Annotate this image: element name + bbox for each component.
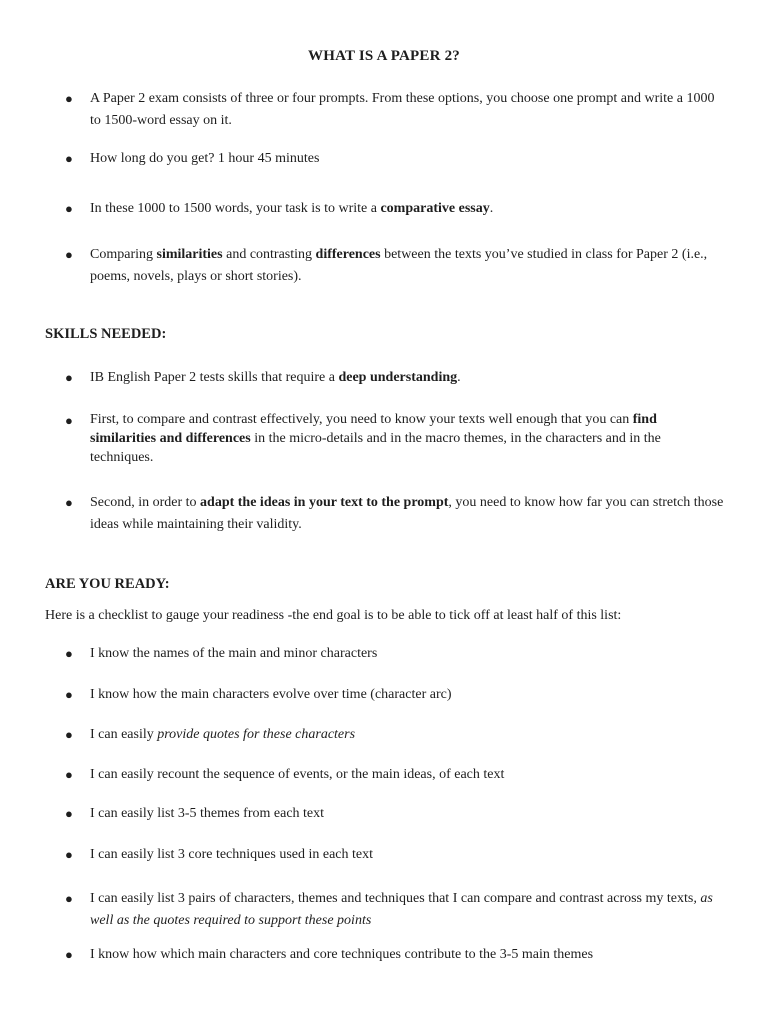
checklist-item-text [90, 888, 725, 932]
checklist-item-text [90, 803, 725, 825]
bullet-icon: ● [65, 847, 73, 862]
bullet-icon: ● [65, 727, 73, 742]
checklist-item-text [90, 643, 725, 665]
text-segment: I can easily list 3-5 themes from each text [90, 806, 325, 821]
bullet-icon: ● [65, 495, 73, 510]
bullet-icon: ● [65, 201, 73, 216]
text-segment: I know how the main characters evolve over time (character arc) [90, 687, 452, 702]
list-item [65, 492, 725, 536]
checklist-item [65, 944, 725, 966]
text-segment: I can easily list 3 core techniques used in each text [90, 847, 374, 862]
bullet-icon: ● [65, 91, 73, 106]
italic-text: provide quotes for these characters [157, 727, 356, 742]
list-item-text [90, 492, 725, 536]
bold-text: adapt the ideas in your text to the prompt [200, 495, 449, 510]
list-item-text [90, 198, 725, 220]
bullet-icon: ● [65, 687, 73, 702]
text-segment: in the micro-details and in the macro themes, in the characters and in the techniques. [90, 431, 661, 465]
checklist-item [65, 844, 725, 866]
text-segment: between the texts you’ve studied in class for Paper 2 (i.e., poems, novels, plays or short stories). [90, 247, 708, 284]
checklist-item-text [90, 684, 725, 706]
checklist-item [65, 888, 725, 932]
checklist-item [65, 803, 725, 825]
bullet-icon: ● [65, 947, 73, 962]
bullet-icon: ● [65, 891, 73, 906]
text-segment: and contrasting [222, 247, 316, 262]
text-segment: . [489, 201, 494, 216]
bold-text: similarities [156, 247, 223, 262]
bold-text: deep understanding [338, 370, 458, 385]
checklist-item-text [90, 844, 725, 866]
page-title: WHAT IS A PAPER 2? [308, 48, 460, 64]
list-item [65, 410, 725, 467]
bullet-icon: ● [65, 767, 73, 782]
text-segment: , you need to know how far you can stretch those ideas while maintaining their validity. [90, 495, 724, 532]
text-segment: I can easily [90, 727, 158, 742]
list-item-text [90, 367, 725, 389]
italic-text: , as well as the quotes required to support these points [90, 891, 713, 928]
list-item [65, 88, 725, 132]
bullet-icon: ● [65, 370, 73, 385]
list-item [65, 148, 725, 170]
list-item-text [90, 410, 725, 467]
bold-text: differences [315, 247, 381, 262]
text-segment: Comparing [90, 247, 157, 262]
text-segment: Second, in order to [90, 495, 201, 510]
list-item [65, 244, 725, 288]
checklist-intro: Here is a checklist to gauge your readiness -the end goal is to be able to tick off at least half of this list: [45, 608, 622, 623]
bullet-icon: ● [65, 806, 73, 821]
section-heading-skills: SKILLS NEEDED: [45, 326, 167, 342]
bullet-icon: ● [65, 413, 73, 428]
bullet-icon: ● [65, 646, 73, 661]
checklist-item [65, 643, 725, 665]
text-segment: I can easily list 3 pairs of characters, themes and techniques that I can compare and contrast across my texts [90, 891, 694, 906]
text-segment: I know the names of the main and minor characters [90, 646, 378, 661]
bullet-icon: ● [65, 151, 73, 166]
list-item [65, 367, 725, 389]
text-segment: IB English Paper 2 tests skills that require a [90, 370, 339, 385]
text-segment: I know how which main characters and core techniques contribute to the 3-5 main themes [90, 947, 594, 962]
text-segment: I can easily recount the sequence of events, or the main ideas, of each text [90, 767, 505, 782]
bold-text: find similarities and differences [90, 412, 657, 446]
text-segment: . [457, 370, 461, 385]
checklist-item [65, 764, 725, 786]
checklist-item-text [90, 944, 725, 966]
text-segment: How long do you get? 1 hour 45 minutes [90, 151, 320, 166]
text-segment: In these 1000 to 1500 words, your task is to write a [90, 201, 381, 216]
section-heading-ready: ARE YOU READY: [45, 576, 170, 592]
checklist-item-text [90, 724, 725, 746]
bullet-icon: ● [65, 247, 73, 262]
checklist-item [65, 724, 725, 746]
checklist-item [65, 684, 725, 706]
list-item-text [90, 244, 725, 288]
text-segment: First, to compare and contrast effectively, you need to know your texts well enough that you can [90, 412, 633, 427]
list-item-text [90, 148, 725, 170]
text-segment: A Paper 2 exam consists of three or four prompts. From these options, you choose one prompt and write a 1000 to 1500-word essay on it. [90, 91, 715, 128]
bold-text: comparative essay [380, 201, 490, 216]
checklist-item-text [90, 764, 725, 786]
list-item-text [90, 88, 725, 132]
list-item [65, 198, 725, 220]
